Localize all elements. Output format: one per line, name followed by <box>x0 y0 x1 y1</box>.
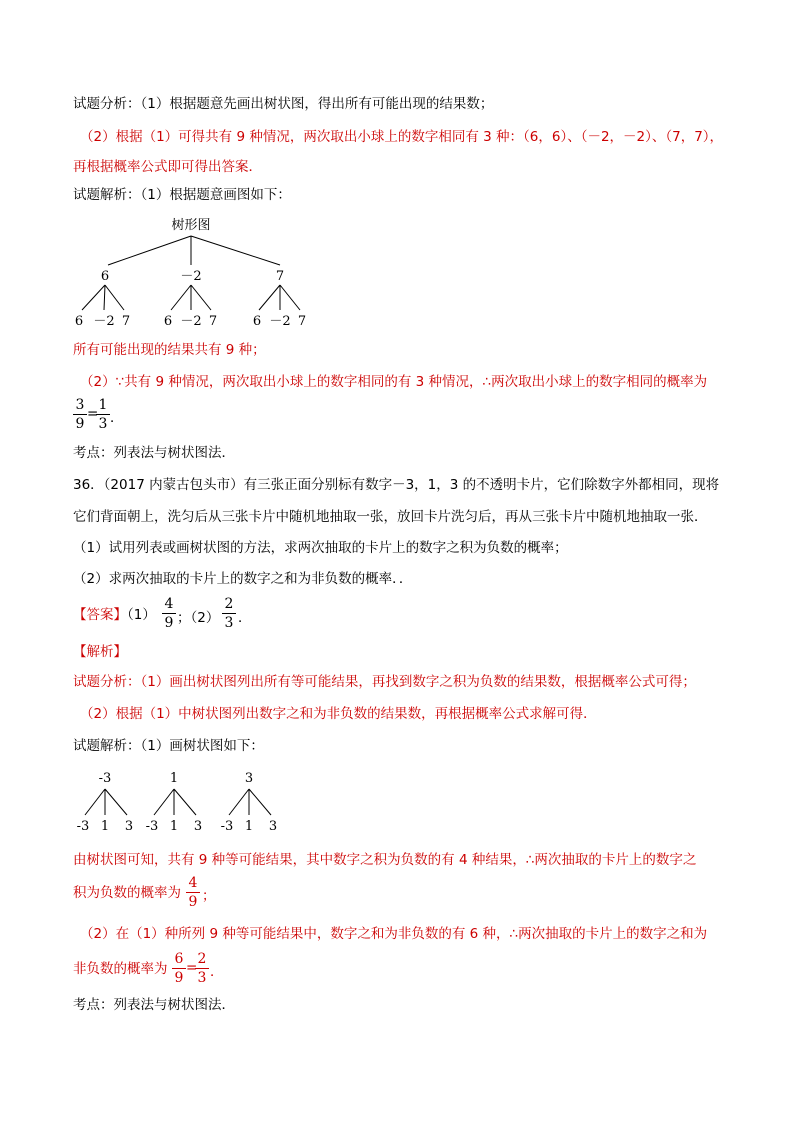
answer-end: ． <box>238 610 252 626</box>
denominator: 3 <box>98 416 108 432</box>
tree-leaf: 6 <box>252 314 262 329</box>
numerator: 3 <box>75 397 85 413</box>
denominator: 3 <box>197 970 207 986</box>
fraction-1-3 <box>96 397 110 432</box>
tree2-leaf: -3 <box>76 819 90 834</box>
tree-leaf: 7 <box>208 314 218 329</box>
denominator: 3 <box>224 615 234 631</box>
fraction-6-9 <box>172 951 186 986</box>
equals-sign: = <box>87 406 99 422</box>
solution-36-line-3: （2）在（1）种所列 9 种等可能结果中，数字之和为非负数的有 6 种，∴两次抽取的卡片上的数字之和为 <box>80 926 708 942</box>
analysis-36-line-2: （2）根据（1）中树状图列出数字之和为非负数的结果数，再根据概率公式求解可得． <box>80 706 597 722</box>
answer-line <box>73 606 156 624</box>
tree-root-label: 树形图 <box>171 218 211 233</box>
tree-diagram-1 <box>60 210 340 330</box>
answer-fraction-4-9 <box>162 596 176 631</box>
answer-label: 【答案】 <box>73 607 127 623</box>
denominator: 9 <box>164 615 174 631</box>
solution-title: 试题解析：（1）根据题意画图如下： <box>73 187 291 203</box>
tree-leaf: －2 <box>269 314 291 329</box>
solution-36-line-2: 积为负数的概率为 <box>73 885 181 901</box>
question-36-line-1: 36．（2017 内蒙古包头市）有三张正面分别标有数字－3，1，3 的不透明卡片，它们除数字外都相同，现将 <box>73 477 720 493</box>
period: ． <box>210 964 224 980</box>
tree2-leaf: 3 <box>124 819 134 834</box>
period: ． <box>110 410 124 426</box>
numerator: 2 <box>197 951 207 967</box>
tree2-leaf: -3 <box>145 819 159 834</box>
tree-leaf: 6 <box>74 314 84 329</box>
answer-fraction-2-3 <box>222 596 236 631</box>
solution-36-line-4: 非负数的概率为 <box>73 961 168 977</box>
tree2-leaf: 1 <box>244 819 254 834</box>
fraction-2-3 <box>195 951 209 986</box>
tree-leaf: 7 <box>121 314 131 329</box>
tree-leaf: －2 <box>93 314 115 329</box>
jiexi-label: 【解析】 <box>73 644 127 660</box>
numerator: 2 <box>224 596 234 612</box>
question-36-line-2: 它们背面朝上，洗匀后从三张卡片中随机地抽取一张，放回卡片洗匀后，再从三张卡片中随机地抽取一张． <box>73 509 708 525</box>
numerator: 1 <box>98 397 108 413</box>
solution-36-line-1: 由树状图可知，共有 9 种等可能结果，其中数字之积为负数的有 4 种结果，∴两次抽取的卡片上的数字之 <box>73 852 697 868</box>
tree-leaf: －2 <box>180 314 202 329</box>
kaodian-36: 考点：列表法与树状图法． <box>73 997 235 1013</box>
tree-node-7: 7 <box>275 269 285 284</box>
tree2-leaf: 3 <box>268 819 278 834</box>
equals-sign: = <box>186 960 198 976</box>
answer-part1-label: （1） <box>127 607 156 623</box>
tree-leaf: 6 <box>163 314 173 329</box>
tree-diagram-2 <box>70 765 300 835</box>
tree2-leaf: 3 <box>193 819 203 834</box>
denominator: 9 <box>188 894 198 910</box>
tree2-root: 3 <box>244 771 254 786</box>
tree2-root: -3 <box>98 771 112 786</box>
tree-node-neg2: －2 <box>180 269 202 284</box>
tree-node-6: 6 <box>100 269 110 284</box>
denominator: 9 <box>174 970 184 986</box>
numerator: 4 <box>164 596 174 612</box>
fraction-3-9 <box>73 397 87 432</box>
tree2-leaf: -3 <box>220 819 234 834</box>
kaodian-35: 考点：列表法与树状图法． <box>73 445 235 461</box>
tree2-root: 1 <box>169 771 179 786</box>
analysis-line-1: 试题分析：（1）根据题意先画出树状图，得出所有可能出现的结果数； <box>73 96 494 112</box>
result-line-1: 所有可能出现的结果共有 9 种； <box>73 342 266 358</box>
analysis-36-line-1: 试题分析：（1）画出树状图列出所有等可能结果，再找到数字之积为负数的结果数，根据概率公式可得； <box>73 674 696 690</box>
semicolon: ； <box>202 888 216 904</box>
tree2-leaf: 1 <box>100 819 110 834</box>
tree-leaf: 7 <box>297 314 307 329</box>
numerator: 4 <box>188 875 198 891</box>
result-line-2: （2）∵共有 9 种情况，两次取出小球上的数字相同的有 3 种情况，∴两次取出小球上的数字相同的概率为 <box>80 374 708 390</box>
fraction-4-9 <box>186 875 200 910</box>
solution-36-title: 试题解析：（1）画树状图如下： <box>73 738 264 754</box>
analysis-line-3: 再根据概率公式即可得出答案． <box>73 159 262 175</box>
question-36-part-2: （2）求两次抽取的卡片上的数字之和为非负数的概率．． <box>73 571 413 587</box>
tree2-leaf: 1 <box>169 819 179 834</box>
denominator: 9 <box>75 416 85 432</box>
numerator: 6 <box>174 951 184 967</box>
analysis-line-2: （2）根据（1）可得共有 9 种情况，两次取出小球上的数字相同有 3 种：（6，6）、（－2，－2）、（7，7）， <box>80 129 724 145</box>
answer-separator: ；（2） <box>177 610 220 626</box>
question-36-part-1: （1）试用列表或画树状图的方法，求两次抽取的卡片上的数字之积为负数的概率； <box>73 540 568 556</box>
